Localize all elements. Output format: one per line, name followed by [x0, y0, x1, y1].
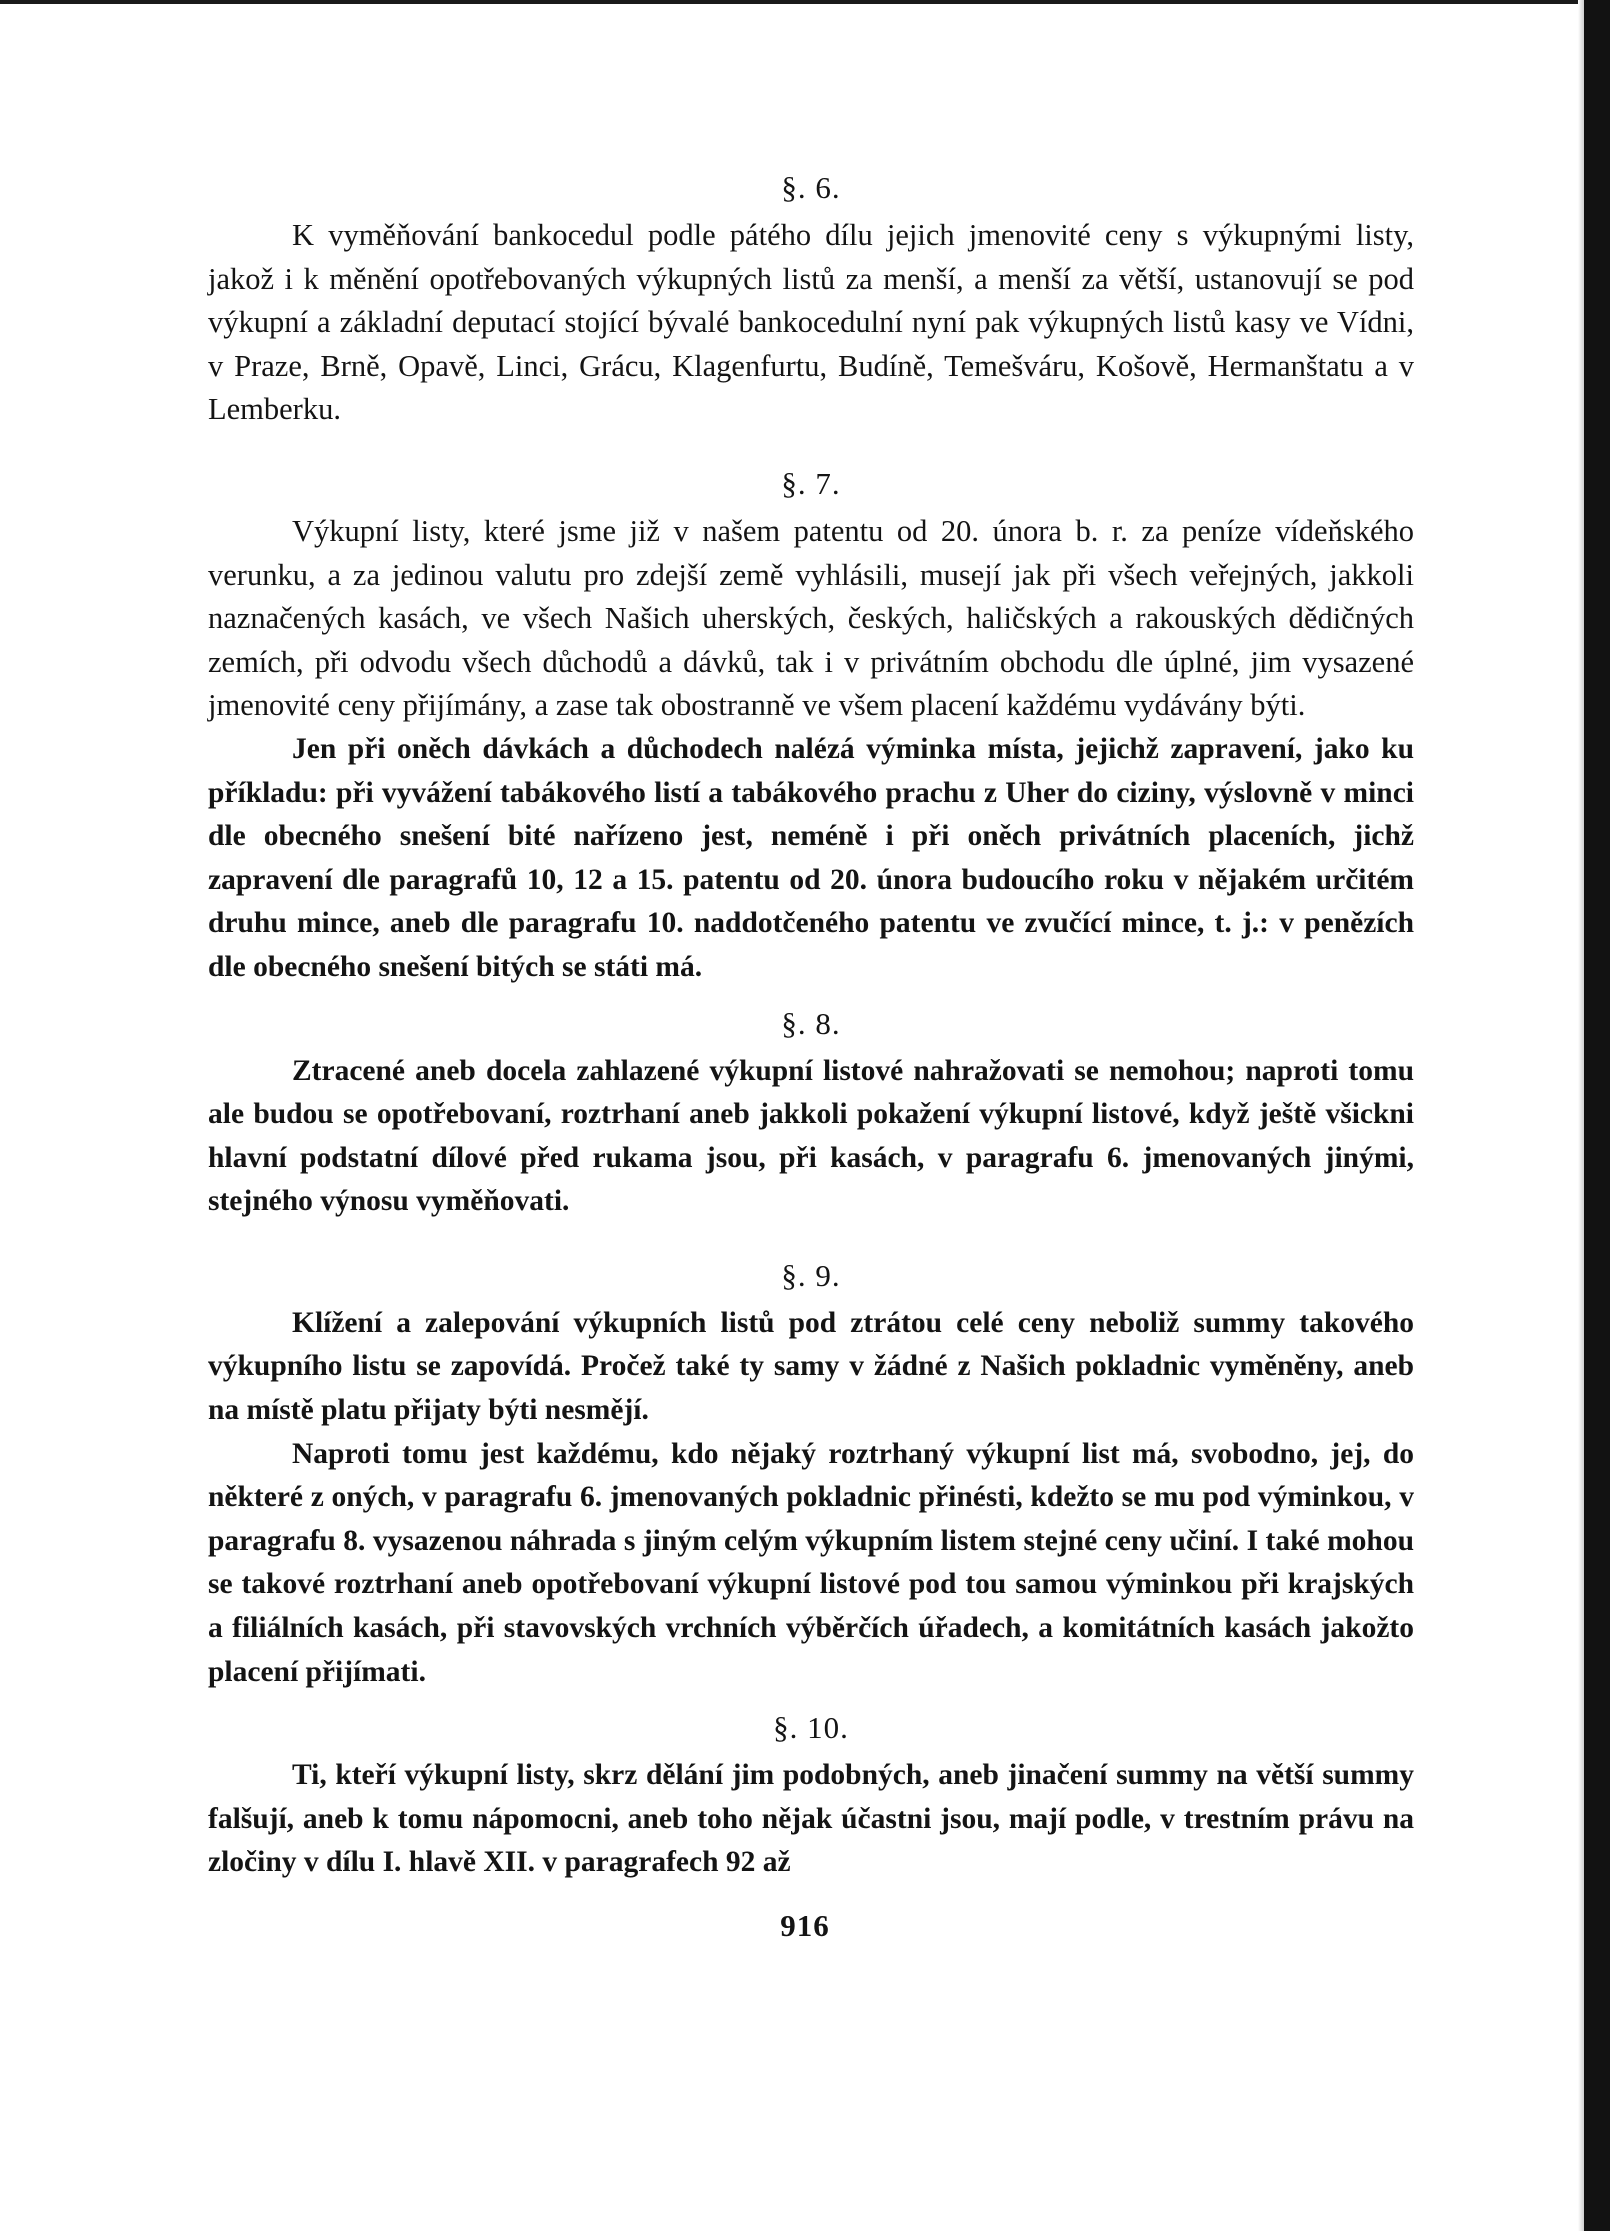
paragraph-7-1: Výkupní listy, které jsme již v našem patentu od 20. února b. r. za peníze vídeňského verunku, a za jedinou valutu pro zdejší země vyhlásili, musejí jak při všech veřejných, jakkoli naznačených kasách, ve všech Našich uherských, českých, haličských a rakouských dědičných zemích, při odvodu všech důchodů a dávků, tak i v privátním obchodu dle úplné, jim vysazené jmenovité ceny přijímány, a zase tak obostranně ve všem placení každému vydávány býti.	[208, 513, 1414, 723]
scan-border-right	[1584, 0, 1610, 2231]
section-heading-7: §. 7.	[781, 465, 841, 501]
paragraph-10-1: Ti, kteří výkupní listy, skrz dělání jim podobných, aneb jinačení summy na větší summy falšují, aneb k tomu nápomocni, aneb toho nějak účastni jsou, mají podle, v trestním právu na zločiny v dílu I. hlavě XII. v paragrafech 92 až	[208, 1759, 1414, 1879]
section-heading-8: §. 8.	[781, 1005, 841, 1041]
page-number: 916	[780, 1908, 830, 1943]
section-heading-6: §. 6.	[781, 170, 841, 205]
paragraph-6-1: K vyměňování bankocedul podle pátého dílu jejich jmenovité ceny s výkupnými listy, jakož i k měnění opotřebovaných výkupných listů za menší, a menší za větší, ustanovují se pod výkupní a základní deputací stojící bývalé bankocedulní nyní pak výkupných listů kasy ve Vídni, v Praze, Brně, Opavě, Linci, Grácu, Klagenfurtu, Budíně, Temešváru, Košově, Hermanštatu a v Lemberku.	[208, 218, 1414, 427]
paragraph-9-1: Klížení a zalepování výkupních listů pod ztrátou celé ceny neboliž summy takového výkupního listu se zapovídá. Pročež také ty samy v žádné z Našich pokladnic vyměněny, aneb na místě platu přijaty býti nesmějí.	[208, 1306, 1414, 1427]
scan-border-top	[0, 0, 1610, 4]
paragraph-7-2: Jen při oněch dávkách a důchodech nalézá výminka místa, jejichž zapravení, jako ku příkladu: při vyvážení tabákového listí a tabákového prachu z Uher do ciziny, výslovně v minci dle obecného snešení bité nařízeno jest, neméně i při oněch privátních placeních, jichž zapravení dle paragrafů 10, 12 a 15. patentu od 20. února budoucího roku v nějakém určitém druhu mince, aneb dle paragrafu 10. naddotčeného patentu ve zvučící mince, t. j.: v penězích dle obecného snešení bitých se státi má.	[208, 732, 1414, 983]
paragraph-9-2: Naproti tomu jest každému, kdo nějaký roztrhaný výkupní list má, svobodno, jej, do některé z oných, v paragrafu 6. jmenovaných pokladnic přinésti, kdežto se mu pod výminkou, v paragrafu 8. vysazenou náhrada s jiným celým výkupním listem stejné ceny učiní. I také mohou se takové roztrhaní aneb opotřebovaní výkupní listové pod tou samou výminkou při krajských a filiálních kasách, při stavovských vrchních výběrčích úřadech, a komitátních kasách jakožto placení přijímati.	[208, 1437, 1414, 1688]
document-page	[208, 150, 1414, 1885]
section-heading-9: §. 9.	[781, 1257, 841, 1293]
paragraph-8-1: Ztracené aneb docela zahlazené výkupní listové nahražovati se nemohou; naproti tomu ale budou se opotřebovaní, roztrhaní aneb jakkoli pokažení výkupní listové, když ještě všickni hlavní podstatní dílové před rukama jsou, při kasách, v paragrafu 6. jmenovaných jinými, stejného výnosu vyměňovati.	[208, 1054, 1414, 1218]
section-heading-10: §. 10.	[773, 1710, 849, 1746]
